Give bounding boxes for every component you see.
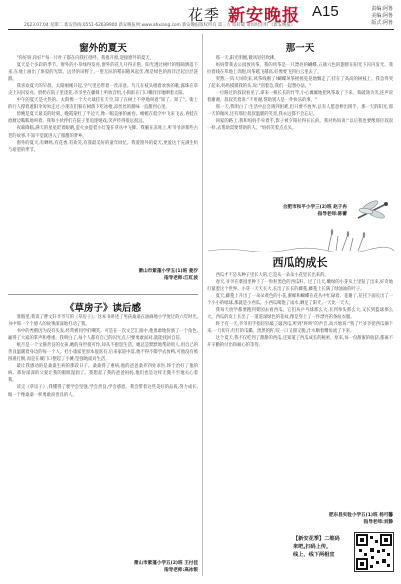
- article-title: 《草房子》读后感: [64, 303, 141, 314]
- paragraph: 傍晚是夏天最美的时刻。晚霞染红了半边天,像一幅美丽的画卷。蜻蜓在低空中飞来飞去,青蛙在池塘边呱呱地叫着。我和小伙伴们在院子里追逐嬉戏,笑声传得很远很远。: [8, 112, 198, 125]
- paragraph: 一位路过的叔叔看见了,拿来一根长长的竹竿,小心翼翼地把风筝取了下来。我破涕为笑,连声说着谢谢。叔叔笑着说:"不用谢,帮助别人是一件快乐的事。": [207, 91, 393, 104]
- paragraph: 突然,一阵大风吹来,风筝线断了!蝴蝶风筝摇摇晃晃地飘走了,挂在了高高的树枝上。我急得哭了起来,妈妈摸摸我的头,说:"别着急,我们一起想办法。": [207, 77, 393, 90]
- paragraph: 终于有一天,爷爷用手指轻轻敲了敲西瓜,听到"咚咚"的声音,高兴地说:"熟了!"爷爷把西瓜摘下来,一刀切开,红红的瓜瓤、黑黑的籽,咬一口又甜又脆,汁水顺着嘴角流了下来。: [207, 322, 393, 335]
- qr-caption: [293, 535, 340, 559]
- paragraph: 书中的秃鹤因为没有头发,经常被同学们嘲笑。可是在一次文艺汇演中,他勇敢地扮演了一个角色,赢得了大家的掌声和尊重。我明白了,每个人都有自己的闪光点,只要勇敢面对,就能找回自信。: [8, 329, 198, 342]
- article-title: 那一天: [285, 43, 315, 54]
- paragraph: 暑假里,我读了曹文轩爷爷写的《草房子》。这本书讲述了男孩桑桑在油麻地小学度过的六年时光,书中那一个个感人的故事深深地打动了我。: [8, 315, 198, 328]
- designer-line: 美编:阿鲁: [371, 13, 393, 19]
- newspaper-logo: 新安晚报: [228, 6, 300, 26]
- qr-caption-line: 线上、线下两相宜: [293, 552, 335, 558]
- teacher-byline: 指导老师:陈蕾: [317, 212, 347, 217]
- article-body: [8, 55, 198, 268]
- article-body: [8, 314, 198, 560]
- article-summer-window: [8, 40, 198, 288]
- teacher-byline: 指导老师:刘静: [363, 520, 393, 525]
- date-info-line: 2023.07.04 星期二 新安热线:0551-62639900 新安晚报网:www.ahxiang.com 新安晚报版权所有 第三方 如转载 请同时注明 《新安晚报》: [24, 23, 295, 28]
- paragraph: 那一天,我明白了:生活中总会遇到困难,但只要不放弃,总有人愿意伸出援手。那一天的阳光,那一天的微风,还有那位叔叔温暖的笑容,我永远都不会忘记。: [207, 105, 393, 118]
- page-header: [0, 0, 401, 30]
- author-byline: 萧山市紫蓬小学五(2)班 王付佳: [133, 561, 198, 566]
- layout-line: 版式:阿鲁: [371, 20, 393, 26]
- dragonfly-illustration: [352, 196, 392, 226]
- header-rule: [8, 29, 394, 30]
- qr-code-icon[interactable]: [356, 534, 392, 570]
- article-title: 西瓜的成长: [272, 256, 328, 269]
- article-body: [207, 55, 393, 203]
- paragraph: 窗外的夏天,有蝉鸣,有花香,有欢笑,有我最美好的童年回忆。我爱窗外的夏天,更爱这个充满生机与希望的季节。: [8, 140, 198, 153]
- paragraph: 这个夏天,我不仅吃到了甜甜的西瓜,还知道了西瓜成长的秘密。原来,每一份甜蜜的收获,都离不开辛勤的付出和耐心的等待。: [207, 336, 393, 349]
- section-name: 花季: [188, 6, 221, 24]
- paragraph: 回家的路上,我和妈妈手牵着手,影子被夕阳拉得长长的。我对妈妈说:"以后我也要像那位叔叔一样,去帮助需要帮助的人。"妈妈笑着点点头。: [207, 119, 393, 132]
- paragraph: 夜幕降临,满天的星星眨着眼睛,萤火虫提着小灯笼在草丛中飞舞。我躺在凉席上,听爷爷讲那些古老的故事,不知不觉就进入了甜甜的梦乡。: [8, 126, 198, 139]
- article-body: [207, 272, 393, 512]
- paragraph: 纸月是一个文静善良的女孩,她的身世很可怜,却从不抱怨生活。她总是默默地帮助别人,用自己的善良温暖着身边的每一个人。杜小康家里原本很富有,后来家道中落,他不得不辍学去放鸭,可他没有被困难打倒,而是在城门口摆起了小摊,坚强地面对生活。: [8, 343, 198, 363]
- paragraph: 我每天放学都要跑到菜园去看西瓜。它们从乒乓球那么大,长到拳头那么大,又长到篮球那么大。西瓜的皮上长出了一道道深绿色的花纹,像是穿上了一件漂亮的条纹衣服。: [207, 308, 393, 321]
- qr-caption-line: 【新安花季】二维码: [293, 536, 340, 542]
- author-byline: 肥东县实验小学五(1)班 杨可馨: [328, 513, 393, 518]
- teacher-byline: 指导老师:江红波: [164, 276, 198, 281]
- paragraph: 夏天,藤蔓上开出了一朵朵黄色的小花,蜜蜂和蝴蝶在花丛中忙碌着。花谢了,花托下面长出了一个小小的绿球,那就是小西瓜。小西瓜喝饱了雨水,晒足了阳光,一天比一天大。: [207, 294, 393, 307]
- paragraph: 那一天,阳光明媚,微风轻轻吹拂。: [215, 56, 279, 61]
- article-separator: [8, 294, 198, 295]
- article-watermelon: [207, 254, 393, 530]
- article-that-day: [207, 40, 393, 218]
- author-byline: 萧山市紫蓬小学五(1)班 姜汐: [138, 269, 198, 274]
- qr-caption-line: 来吧,扫码上传,: [293, 544, 329, 550]
- paragraph: 西瓜才不是从种子里长大的,它是从一朵朵小花里长出来的。: [215, 273, 329, 278]
- column-divider: [202, 34, 203, 576]
- author-byline: 合肥市和平小学三(2)班 赵子冉: [282, 205, 347, 210]
- paragraph: "你好呀,你好!"每一片叶子都在向我打招呼。我推开窗,迎接窗外的夏天。: [16, 56, 154, 61]
- paragraph: 中午的夏天是火热的。太阳像一个大火球挂在天空,知了在树上不停地叫着"知了、知了"。街上的行人撑着遮阳伞匆匆走过,小朋友们躲在树荫下吃冰棍,凉丝丝的甜味一直甜到心里。: [8, 98, 198, 111]
- paragraph: 读完《草房子》,我懂得了要学会坚强,学会善良,学会感恩。我会带着这些美好的品质,努力成长,做一个像桑桑一样勇敢而善良的人。: [8, 385, 198, 398]
- page-number: A15: [312, 3, 339, 20]
- paragraph: 我喜欢夏天的早晨。太阳刚刚升起,空气里还带着一丝凉意。鸟儿在枝头唱着欢快的歌,露珠在草尖上闪闪发亮。奶奶在院子里浇花,爷爷坐在藤椅上听收音机,小狗趴在门口懒洋洋地晒着太阳。: [8, 84, 198, 97]
- teacher-byline: 指导老师:高冰银: [164, 568, 198, 573]
- grass-illustration: [208, 226, 394, 252]
- paragraph: 春天,爷爷在菜园里种下了一粒粒黑色的西瓜籽。过了几天,嫩绿的小芽从土里钻了出来,好奇地打量着这个世界。小芽一天天长大,长出了长长的藤蔓,藤蔓上长满了绿油油的叶子。: [207, 280, 393, 293]
- editor-line: 责编:阿鲁: [371, 6, 393, 12]
- article-title: 窗外的夏天: [79, 43, 127, 54]
- article-book-review: [8, 298, 198, 578]
- paragraph: 夏天是个多彩的季节。窗外的小草绿得发亮,窗外的花儿开得正艳。阳光透过树叶的缝隙洒落下来,在地上画出了斑驳的光影。远处的田野上,一望无际的稻田随风起伏,像是绿色的海洋泛起层层涟漪。: [8, 63, 198, 83]
- paragraph: 最让我感动的是桑桑生病的那段日子。桑桑得了重病,他的爸爸桑乔四处求医,终于治好了他的病。那份深深的父爱让我的眼眶湿润了。我想起了我的爸爸妈妈,他们也是这样无微不至地关心着我。: [8, 364, 198, 384]
- paragraph: 妈妈带我去公园放风筝。我的风筝是一只漂亮的蝴蝶,五颜六色的翅膀在阳光下闪闪发光。我拉着线在草地上奔跑,风筝越飞越高,好像要飞到白云里去了。: [207, 63, 393, 76]
